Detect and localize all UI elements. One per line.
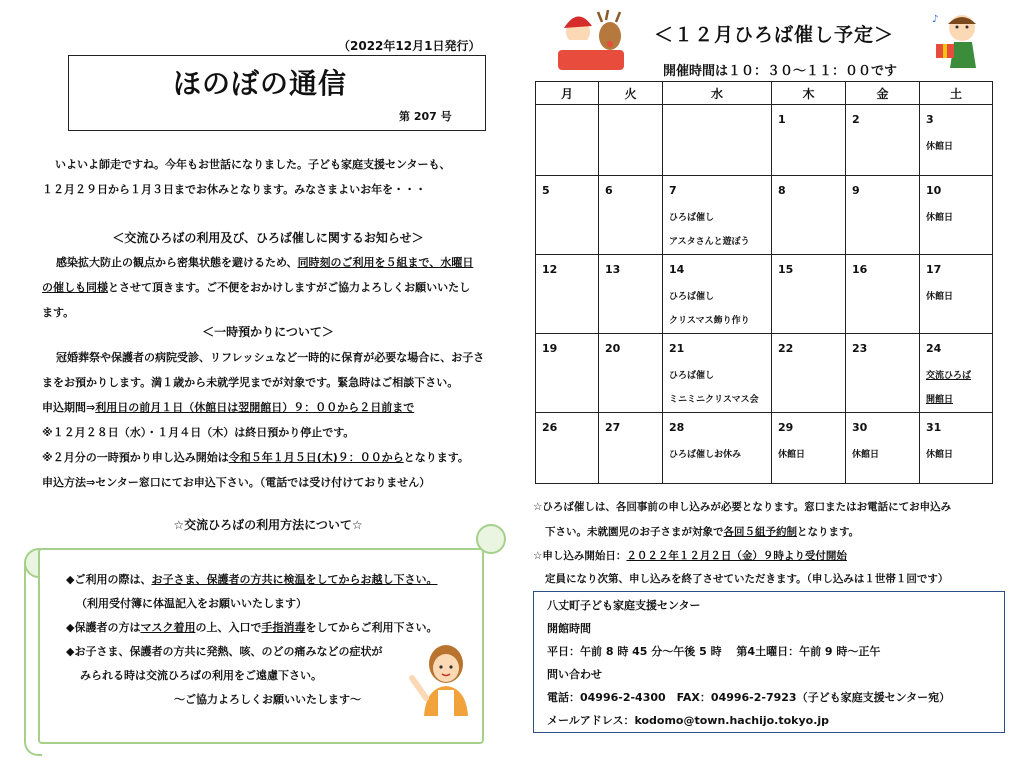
day-number: 24 [926, 342, 942, 355]
day-number: 8 [778, 184, 786, 197]
svg-text:♪: ♪ [932, 14, 939, 25]
contact-phone: 電話：04996-2-4300 FAX：04996-2-7923（子ども家庭支援センター宛） [547, 691, 951, 704]
day-number: 13 [605, 263, 621, 276]
day-number: 5 [542, 184, 550, 197]
calendar-day-cell [536, 255, 599, 334]
day-event: ひろば催し [669, 292, 715, 302]
apply-period-value: 利用日の前月１日（休館日は翌開館日）９：００から２日前まで [95, 401, 415, 414]
calendar-day-cell [772, 105, 846, 176]
day-number: 26 [542, 421, 558, 434]
childcare-paragraph [42, 345, 504, 495]
day-event: 開館日 [926, 395, 954, 405]
calendar-week-row [536, 105, 993, 176]
day-number: 9 [852, 184, 860, 197]
day-event: クリスマス飾り作り [669, 316, 750, 326]
santa-reindeer-icon [552, 6, 630, 76]
calendar-day-cell [846, 334, 920, 413]
calendar-day-cell [663, 105, 772, 176]
weekday-header: 水 [663, 82, 772, 105]
day-number: 22 [778, 342, 794, 355]
intro-line-2: １２月２９日から１月３日までお休みとなります。みなさまよいお年を・・・ [42, 183, 427, 196]
event-note-2a: 下さい。未就園児のお子さまが対象で [545, 526, 724, 538]
feb-note-3: となります。 [403, 451, 469, 464]
day-event: 休館日 [778, 450, 806, 460]
signup-value: ２０２２年１２月２日（金）９時より受付開始 [626, 550, 847, 562]
day-event: ひろば催し [669, 371, 715, 381]
scroll-curl-left [24, 564, 42, 756]
childcare-heading: ＜一時預かりについて＞ [202, 325, 334, 339]
apply-period-label: 申込期間⇒ [42, 401, 96, 414]
calendar-day-cell [920, 105, 993, 176]
calendar-week-row [536, 334, 993, 413]
newsletter-title: ほのぼの通信 [173, 67, 348, 100]
usage-heading: ☆交流ひろばの利用方法について☆ [173, 518, 363, 532]
notice-text-1: 感染拡大防止の観点から密集状態を避けるため、 [56, 256, 298, 269]
calendar-day-cell [663, 176, 772, 255]
weekday-header-row [536, 82, 993, 105]
child-with-gift-icon [928, 8, 988, 72]
calendar-week-row [536, 255, 993, 334]
day-event: 休館日 [926, 450, 954, 460]
contact-email: メールアドレス：kodomo@town.hachijo.tokyo.jp [547, 714, 830, 727]
day-number: 19 [542, 342, 558, 355]
calendar-day-cell [846, 105, 920, 176]
weekday-header: 木 [772, 82, 846, 105]
calendar-day-cell [536, 334, 599, 413]
notice-text-2: とさせて頂きます。ご不便をおかけしますがご協力よろしくお願いいたし [108, 281, 471, 294]
calendar-day-cell [536, 413, 599, 484]
day-number: 7 [669, 184, 677, 197]
notice-heading: ＜交流ひろばの利用及び、ひろば催しに関するお知らせ＞ [112, 231, 424, 245]
childcare-line-2: まをお預かりします。満１歳から未就学児までが対象です。緊急時はご相談下さい。 [42, 376, 459, 389]
day-number: 10 [926, 184, 942, 197]
weekday-header: 月 [536, 82, 599, 105]
intro-line-1: いよいよ師走ですね。今年もお世話になりました。子ども家庭支援センターも、 [55, 158, 451, 171]
day-number: 1 [778, 113, 786, 126]
title-box [68, 55, 486, 131]
issue-number: 第 207 号 [399, 110, 452, 123]
day-number: 30 [852, 421, 868, 434]
scroll-line-4: ◆お子さま、保護者の方共に発熱、咳、のどの痛みなどの症状が [66, 645, 383, 658]
day-number: 21 [669, 342, 685, 355]
calendar-day-cell [772, 334, 846, 413]
calendar-week-row [536, 413, 993, 484]
day-number: 6 [605, 184, 613, 197]
day-number: 28 [669, 421, 685, 434]
day-number: 17 [926, 263, 942, 276]
day-number: 27 [605, 421, 621, 434]
calendar-day-cell [920, 334, 993, 413]
waving-staff-icon [406, 638, 478, 716]
december-calendar [535, 81, 993, 484]
event-note-2b: 各回５組予約制 [723, 526, 797, 538]
calendar-day-cell [663, 255, 772, 334]
day-number: 15 [778, 263, 794, 276]
signup-line [533, 544, 847, 569]
scroll-line-5: みられる時は交流ひろばの利用をご遠慮下さい。 [80, 669, 322, 682]
notice-text-3: ます。 [42, 306, 75, 319]
notice-paragraph [42, 250, 502, 325]
contact-hours: 平日：午前 8 時 45 分～午後 5 時 第4土曜日：午前 9 時～正午 [547, 645, 881, 658]
closure-note: ※１２月２８日（水）・１月４日（木）は終日預かり停止です。 [42, 426, 355, 439]
weekday-header: 土 [920, 82, 993, 105]
calendar-day-cell [536, 105, 599, 176]
calendar-day-cell [920, 176, 993, 255]
day-event: ひろば催し [669, 213, 715, 223]
calendar-day-cell [772, 176, 846, 255]
calendar-day-cell [772, 255, 846, 334]
day-event: ミニミニクリスマス会 [669, 395, 759, 405]
day-number: 12 [542, 263, 558, 276]
contact-hours-label: 開館時間 [547, 622, 591, 635]
scroll-line-6: ～ご協力よろしくお願いいたします～ [174, 693, 361, 706]
calendar-day-cell [536, 176, 599, 255]
day-number: 16 [852, 263, 868, 276]
calendar-day-cell [599, 176, 663, 255]
weekday-header: 金 [846, 82, 920, 105]
contact-name: 八丈町子ども家庭支援センター [547, 599, 701, 612]
day-event: アスタさんと遊ぼう [669, 237, 750, 247]
calendar-week-row [536, 176, 993, 255]
day-event: 交流ひろば [926, 371, 972, 381]
day-number: 14 [669, 263, 685, 276]
calendar-day-cell [846, 413, 920, 484]
scroll-line-1 [66, 568, 437, 593]
day-event: 休館日 [926, 142, 954, 152]
calendar-day-cell [663, 413, 772, 484]
issue-date: （2022年12月1日発行） [338, 39, 481, 53]
day-number: 3 [926, 113, 934, 126]
signup-note: 定員になり次第、申し込みを終了させていただきます。（申し込みは１世帯１回です） [545, 573, 949, 585]
calendar-title: ＜１２月ひろば催し予定＞ [654, 24, 895, 46]
calendar-day-cell [920, 255, 993, 334]
notice-underlined-2: の催しも同様 [42, 281, 108, 294]
scroll-line-3a: ◆保護者の方は [66, 621, 141, 634]
scroll-line-1a: ◆ご利用の際は、 [66, 573, 152, 586]
calendar-day-cell [599, 334, 663, 413]
calendar-day-cell [599, 105, 663, 176]
notice-underlined-1: 同時刻のご利用を５組まで、水曜日 [297, 256, 474, 269]
calendar-day-cell [599, 413, 663, 484]
scroll-line-1b: お子さま、保護者の方共に検温をしてからお越し下さい。 [151, 573, 438, 586]
day-number: 31 [926, 421, 942, 434]
contact-box [533, 591, 1005, 733]
day-event: 休館日 [852, 450, 880, 460]
event-note-2 [545, 520, 859, 545]
scroll-line-3e: をしてからご利用下さい。 [305, 621, 438, 634]
scroll-line-3 [66, 616, 437, 641]
calendar-body [536, 105, 993, 484]
day-number: 20 [605, 342, 621, 355]
calendar-day-cell [772, 413, 846, 484]
calendar-day-cell [663, 334, 772, 413]
scroll-line-3b: マスク着用 [140, 621, 196, 634]
day-event: 休館日 [926, 213, 954, 223]
calendar-day-cell [599, 255, 663, 334]
feb-note-2: 令和５年１月５日(木)９：００から [228, 451, 404, 464]
day-number: 23 [852, 342, 868, 355]
event-note-2c: となります。 [797, 526, 860, 538]
scroll-line-2: （利用受付簿に体温記入をお願いいたします） [76, 597, 307, 610]
calendar-day-cell [846, 255, 920, 334]
day-number: 2 [852, 113, 860, 126]
scroll-line-3d: 手指消毒 [261, 621, 306, 634]
scroll-line-3c: の上、入口で [195, 621, 262, 634]
feb-note-1: ※２月分の一時預かり申し込み開始は [42, 451, 229, 464]
usage-scroll-panel [14, 520, 504, 754]
day-event: ひろば催しお休み [669, 450, 742, 460]
day-event: 休館日 [926, 292, 954, 302]
apply-method: 申込方法⇒センター窓口にてお申込下さい。（電話では受け付けておりません） [42, 476, 431, 489]
weekday-header: 火 [599, 82, 663, 105]
day-number: 29 [778, 421, 794, 434]
childcare-line-1: 冠婚葬祭や保護者の病院受診、リフレッシュなど一時的に保育が必要な場合に、お子さ [56, 351, 485, 364]
event-note-1: ☆ひろば催しは、各回事前の申し込みが必要となります。窓口またはお電話にてお申込み [533, 501, 952, 513]
signup-label: ☆申し込み開始日： [533, 550, 627, 562]
calendar-day-cell [846, 176, 920, 255]
contact-inquiry-label: 問い合わせ [547, 668, 602, 681]
calendar-day-cell [920, 413, 993, 484]
calendar-hours: 開催時間は１０：３０～１１：００です [663, 64, 898, 79]
